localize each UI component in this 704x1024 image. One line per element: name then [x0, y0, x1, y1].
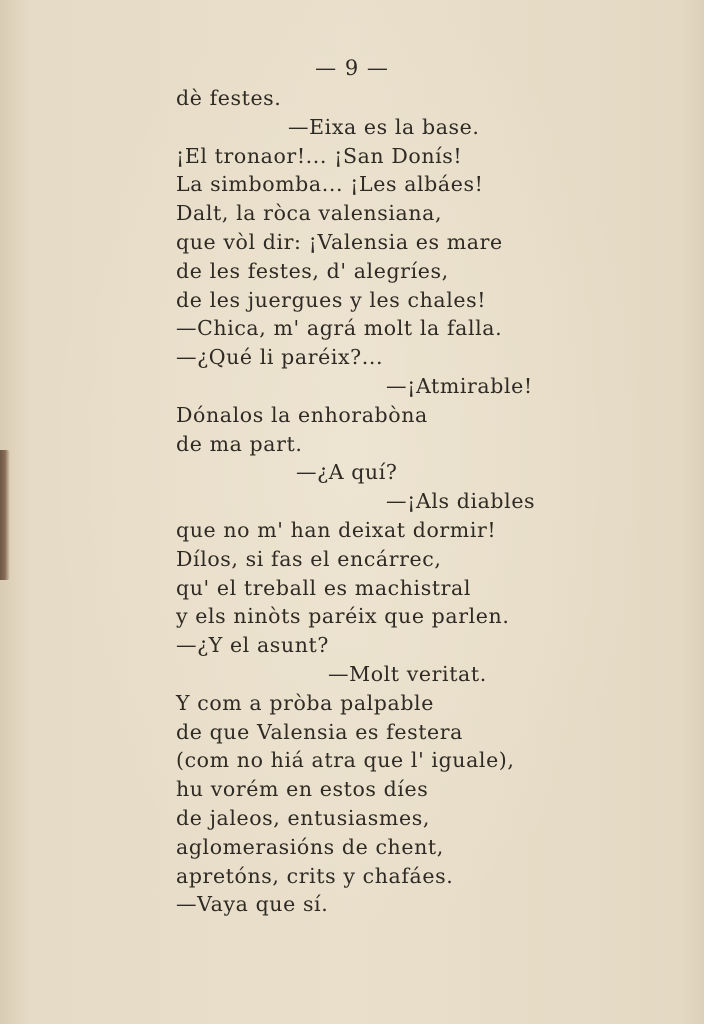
verse-line: —Molt veritat.: [328, 661, 487, 686]
verse-line: de que Valensia es festera: [176, 719, 463, 744]
verse-line: y els ninòts paréix que parlen.: [176, 604, 510, 629]
verse-line: —¿Y el asunt?: [176, 633, 329, 658]
verse-line: —¡Als diables: [386, 489, 536, 514]
verse-line: —¡Atmirable!: [386, 373, 533, 398]
page-number: — 9 —: [315, 56, 389, 80]
verse-line: que vòl dir: ¡Valensia es mare: [176, 229, 503, 254]
verse-line: de les festes, d' alegríes,: [176, 258, 449, 283]
verse-line: aglomerasións de chent,: [176, 834, 444, 859]
verse-text: [176, 84, 676, 919]
verse-line: Dónalos la enhorabòna: [176, 402, 428, 427]
verse-line: —Vaya que sí.: [176, 892, 329, 917]
verse-line: que no m' han deixat dormir!: [176, 517, 497, 542]
verse-line: apretóns, crits y chafáes.: [176, 863, 454, 888]
verse-line: Dílos, si fas el encárrec,: [176, 546, 442, 571]
verse-line: hu vorém en estos díes: [176, 777, 429, 802]
verse-line: de jaleos, entusiasmes,: [176, 805, 430, 830]
verse-line: —¿Qué li paréix?...: [176, 345, 384, 370]
verse-line: de ma part.: [176, 431, 303, 456]
verse-line: Y com a pròba palpable: [176, 690, 434, 715]
verse-line: La simbomba... ¡Les albáes!: [176, 172, 484, 197]
verse-line: de les juergues y les chales!: [176, 287, 487, 312]
verse-line: dè festes.: [176, 86, 282, 110]
binding-stain: [0, 450, 10, 580]
verse-line: —¿A quí?: [296, 460, 398, 485]
verse-line: Dalt, la ròca valensiana,: [176, 201, 443, 226]
verse-line: —Chica, m' agrá molt la falla.: [176, 316, 503, 341]
verse-line: —Eixa es la base.: [288, 114, 480, 139]
verse-line: qu' el treball es machistral: [176, 575, 472, 600]
verse-line: (com no hiá atra que l' iguale),: [176, 748, 515, 773]
verse-line: ¡El tronaor!... ¡San Donís!: [176, 143, 463, 168]
